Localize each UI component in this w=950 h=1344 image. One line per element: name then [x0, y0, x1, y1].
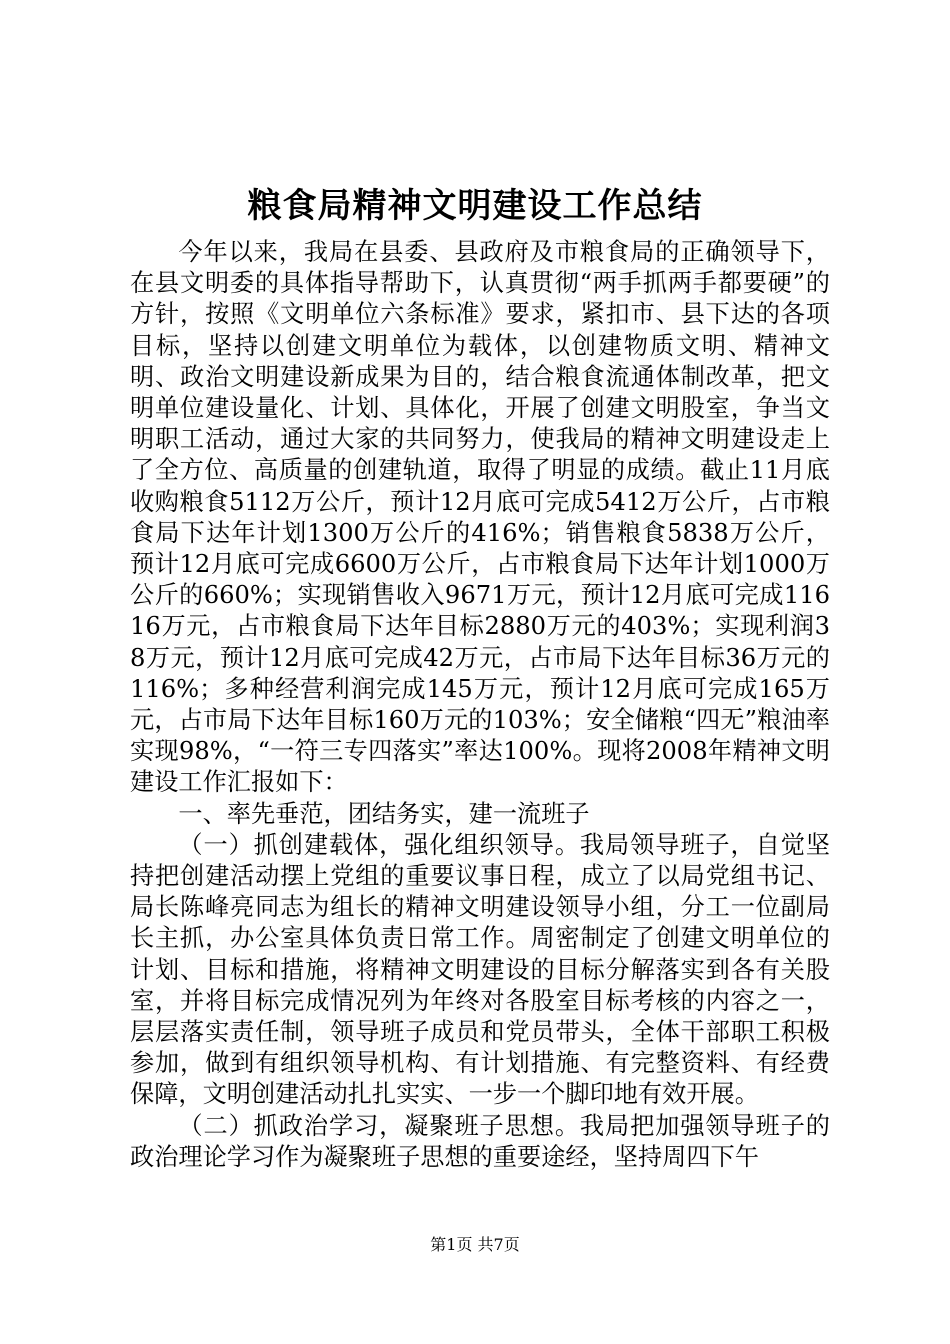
- section-heading: 一、率先垂范，团结务实，建一流班子: [178, 799, 590, 828]
- page-number-footer: 第1页 共7页: [430, 1235, 520, 1254]
- section-paragraph-1: （一）抓创建载体，强化组织领导。我局领导班子，自觉坚持把创建活动摆上党组的重要议事日程，成立了以局党组书记、局长陈峰亮同志为组长的精神文明建设领导小组，分工一位副局长主抓，办公室具体负责日常工作。周密制定了创建文明单位的计划、目标和措施，将精神文明建设的目标分解落实到各有关股室，并将目标完成情况列为年终对各股室目标考核的内容之一，层层落实责任制，领导班子成员和党员带头，全体干部职工积极参加，做到有组织领导机构、有计划措施、有完整资料、有经费保障，文明创建活动扎扎实实、一步一个脚印地有效开展。: [130, 830, 830, 1109]
- document-title: 粮食局精神文明建设工作总结: [247, 186, 703, 226]
- section-paragraph-2: （二）抓政治学习，凝聚班子思想。我局把加强领导班子的政治理论学习作为凝聚班子思想的重要途经，坚持周四下午: [130, 1111, 830, 1171]
- document-body: [130, 237, 830, 1173]
- intro-paragraph: 今年以来，我局在县委、县政府及市粮食局的正确领导下，在县文明委的具体指导帮助下，认真贯彻“两手抓两手都要硬”的方针，按照《文明单位六条标准》要求，紧扣市、县下达的各项目标，坚持以创建文明单位为载体，以创建物质文明、精神文明、政治文明建设新成果为目的，结合粮食流通体制改革，把文明单位建设量化、计划、具体化，开展了创建文明股室，争当文明职工活动，通过大家的共同努力，使我局的精神文明建设走上了全方位、高质量的创建轨道，取得了明显的成绩。截止11月底收购粮食5112万公斤，预计12月底可完成5412万公斤，占市粮食局下达年计划1300万公斤的416%；销售粮食5838万公斤，预计12月底可完成6600万公斤，占市粮食局下达年计划1000万公斤的660%；实现销售收入9671万元，预计12月底可完成11616万元，占市粮食局下达年目标2880万元的403%；实现利润38万元，预计12月底可完成42万元，占市局下达年目标36万元的116%；多种经营利润完成145万元，预计12月底可完成165万元，占市局下达年目标160万元的103%；安全储粮“四无”粮油率实现98%，“一符三专四落实”率达100%。现将2008年精神文明建设工作汇报如下：: [130, 238, 830, 797]
